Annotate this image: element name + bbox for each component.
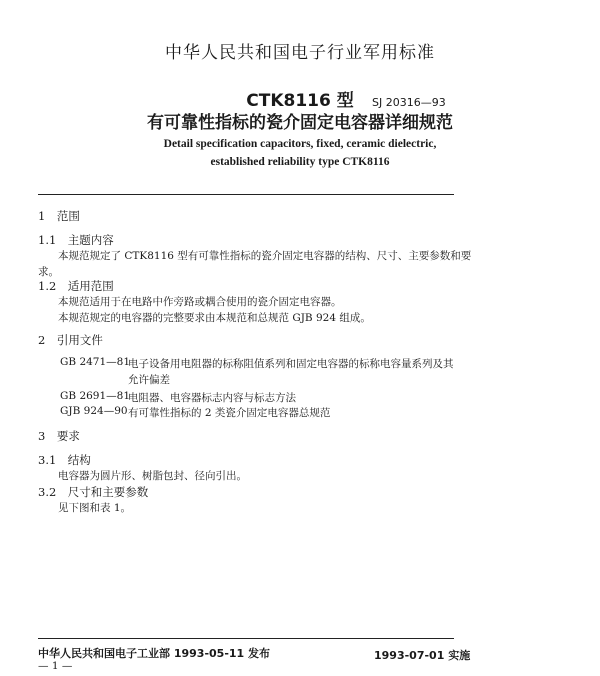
section-3-2-heading: 3.2 尺寸和主要参数 [38, 485, 149, 499]
english-title-line-2: established reliability type CTK8116 [210, 156, 390, 168]
reference-title: 有可靠性指标的 2 类瓷介固定电容器总规范 [128, 407, 331, 419]
section-3-1-text: 电容器为圆片形、树脂包封、径向引出。 [58, 470, 247, 482]
standard-code: SJ 20316—93 [372, 96, 446, 109]
title-line-1: CTK8116 型 [246, 91, 354, 111]
section-1-1-text-line-2: 求。 [38, 266, 59, 278]
section-1-1-heading: 1.1 主题内容 [38, 233, 114, 247]
section-3-heading: 3 要求 [38, 429, 80, 443]
title-line-2: 有可靠性指标的瓷介固定电容器详细规范 [147, 113, 453, 133]
reference-code: GB 2471—81 [60, 356, 131, 368]
section-1-2-text-line-2: 本规范规定的电容器的完整要求由本规范和总规范 GJB 924 组成。 [58, 312, 371, 324]
section-3-1-heading: 3.1 结构 [38, 453, 91, 467]
section-2-heading: 2 引用文件 [38, 333, 103, 347]
section-1-2-text-line-1: 本规范适用于在电路中作旁路或耦合使用的瓷介固定电容器。 [58, 296, 342, 308]
english-title-line-1: Detail specification capacitors, fixed, ceramic dielectric, [163, 138, 437, 150]
footer-divider [38, 638, 454, 639]
reference-title-continued: 允许偏差 [128, 374, 170, 386]
section-1-heading: 1 范围 [38, 209, 80, 223]
reference-title: 电子设备用电阻器的标称阻值系列和固定电容器的标称电容量系列及其 [128, 358, 454, 370]
effective-date: 1993-07-01 实施 [374, 649, 471, 662]
section-3-2-text: 见下图和表 1。 [58, 502, 132, 514]
page-number: — 1 — [38, 660, 73, 672]
issue-date: 中华人民共和国电子工业部 1993-05-11 发布 [38, 647, 271, 660]
header-divider [38, 194, 454, 195]
reference-code: GJB 924—90 [60, 405, 128, 417]
section-1-2-heading: 1.2 适用范围 [38, 279, 114, 293]
section-1-1-text-line-1: 本规范规定了 CTK8116 型有可靠性指标的瓷介固定电容器的结构、尺寸、主要参数和要 [58, 250, 472, 262]
standard-category: 中华人民共和国电子行业军用标准 [165, 43, 435, 63]
reference-code: GB 2691—81 [60, 390, 131, 402]
reference-title: 电阻器、电容器标志内容与标志方法 [128, 392, 296, 404]
